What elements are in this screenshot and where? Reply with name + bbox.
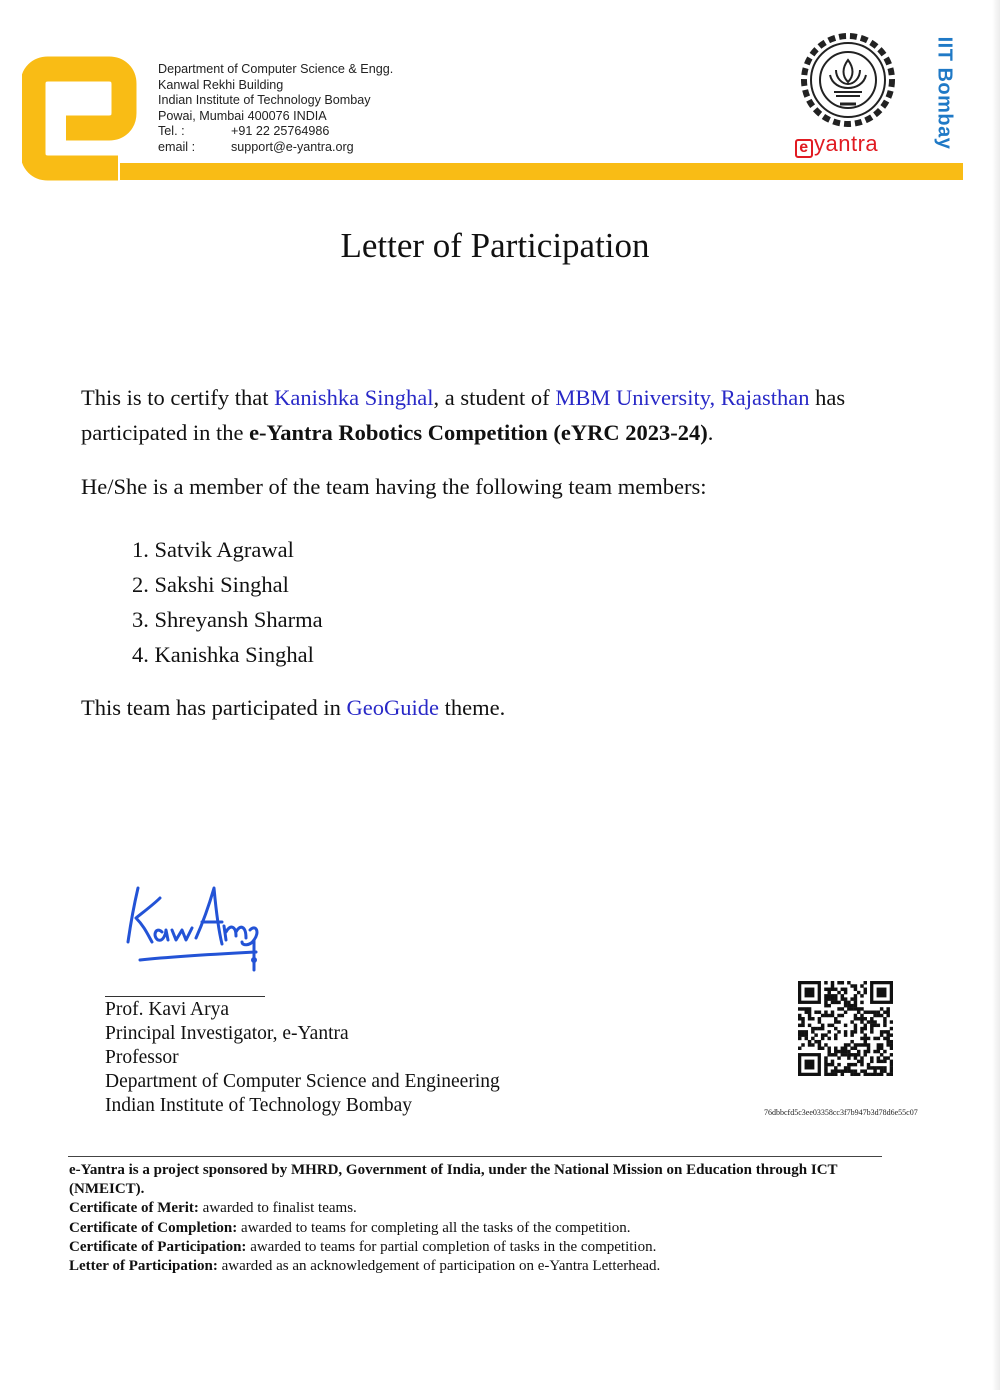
tel-value: +91 22 25764986 [231,124,330,138]
iit-bombay-label: IIT Bombay [933,36,956,149]
footer-item: Certificate of Merit: awarded to finalist teams. [69,1200,357,1217]
verification-hash: 76dbbcfd5c3ee03358cc3f7b947b3d78d6e55c07 [764,1108,918,1117]
email-label: email : [158,139,196,154]
handwritten-signature [118,880,268,975]
address-line: Indian Institute of Technology Bombay [158,93,371,107]
footer-item: Certificate of Participation: awarded to teams for partial completion of tasks in the competition. [69,1238,657,1255]
signatory-institute: Indian Institute of Technology Bombay [105,1095,412,1116]
qr-code [798,981,893,1076]
footer-item: Certificate of Completion: awarded to teams for completing all the tasks of the competition. [69,1219,631,1236]
address-line: Department of Computer Science & Engg. [158,62,394,76]
theme-name: GeoGuide [346,695,440,720]
signatory-department: Department of Computer Science and Engineering [105,1071,500,1092]
sponsor-note: e-Yantra is a project sponsored by MHRD, Government of India, under the National Mission on Education through ICT (NMEICT). [69,1162,838,1198]
university-name: MBM University, Rajasthan [555,385,810,410]
signatory-name: Prof. Kavi Arya [105,999,230,1020]
student-name: Kanishka Singhal [274,385,434,410]
certification-paragraph: This is to certify that Kanishka Singhal, a student of MBM University, Rajasthan has participated in the e-Yantra Robotics Competition (eYRC 2023-24). [81,385,846,445]
page-edge-shadow [992,0,1000,1390]
email-value: support@e-yantra.org [231,139,354,154]
telephone-row [158,124,393,140]
footer-rule [68,1156,882,1157]
team-intro-paragraph: He/She is a member of the team having the following team members: [81,474,707,499]
team-members-list [132,532,323,672]
tel-label: Tel. : [158,124,185,138]
list-item: 1. Satvik Agrawal [132,537,294,562]
email-row [158,140,393,156]
signatory-title: Professor [105,1047,179,1068]
signatory-role: Principal Investigator, e-Yantra [105,1023,349,1044]
footer-item: Letter of Participation: awarded as an acknowledgement of participation on e-Yantra Letterhead. [69,1258,661,1275]
letterhead [0,0,1000,190]
competition-name: e-Yantra Robotics Competition (eYRC 2023-24) [249,420,708,445]
signatory-details [105,998,500,1118]
footer-notes [69,1161,899,1276]
address-line: Kanwal Rekhi Building [158,77,284,92]
letter-title: Letter of Participation [340,226,650,265]
iit-bombay-emblem-icon [790,30,906,130]
list-item: 2. Sakshi Singhal [132,572,289,597]
signature-line [105,996,265,997]
address-line: Powai, Mumbai 400076 INDIA [158,108,327,123]
list-item: 3. Shreyansh Sharma [132,607,323,632]
header-accent-bar [120,163,963,180]
list-item: 4. Kanishka Singhal [132,642,314,667]
address-block [158,62,393,155]
theme-paragraph: This team has participated in GeoGuide theme. [81,695,506,720]
eyantra-wordmark: e yantra [795,131,878,158]
